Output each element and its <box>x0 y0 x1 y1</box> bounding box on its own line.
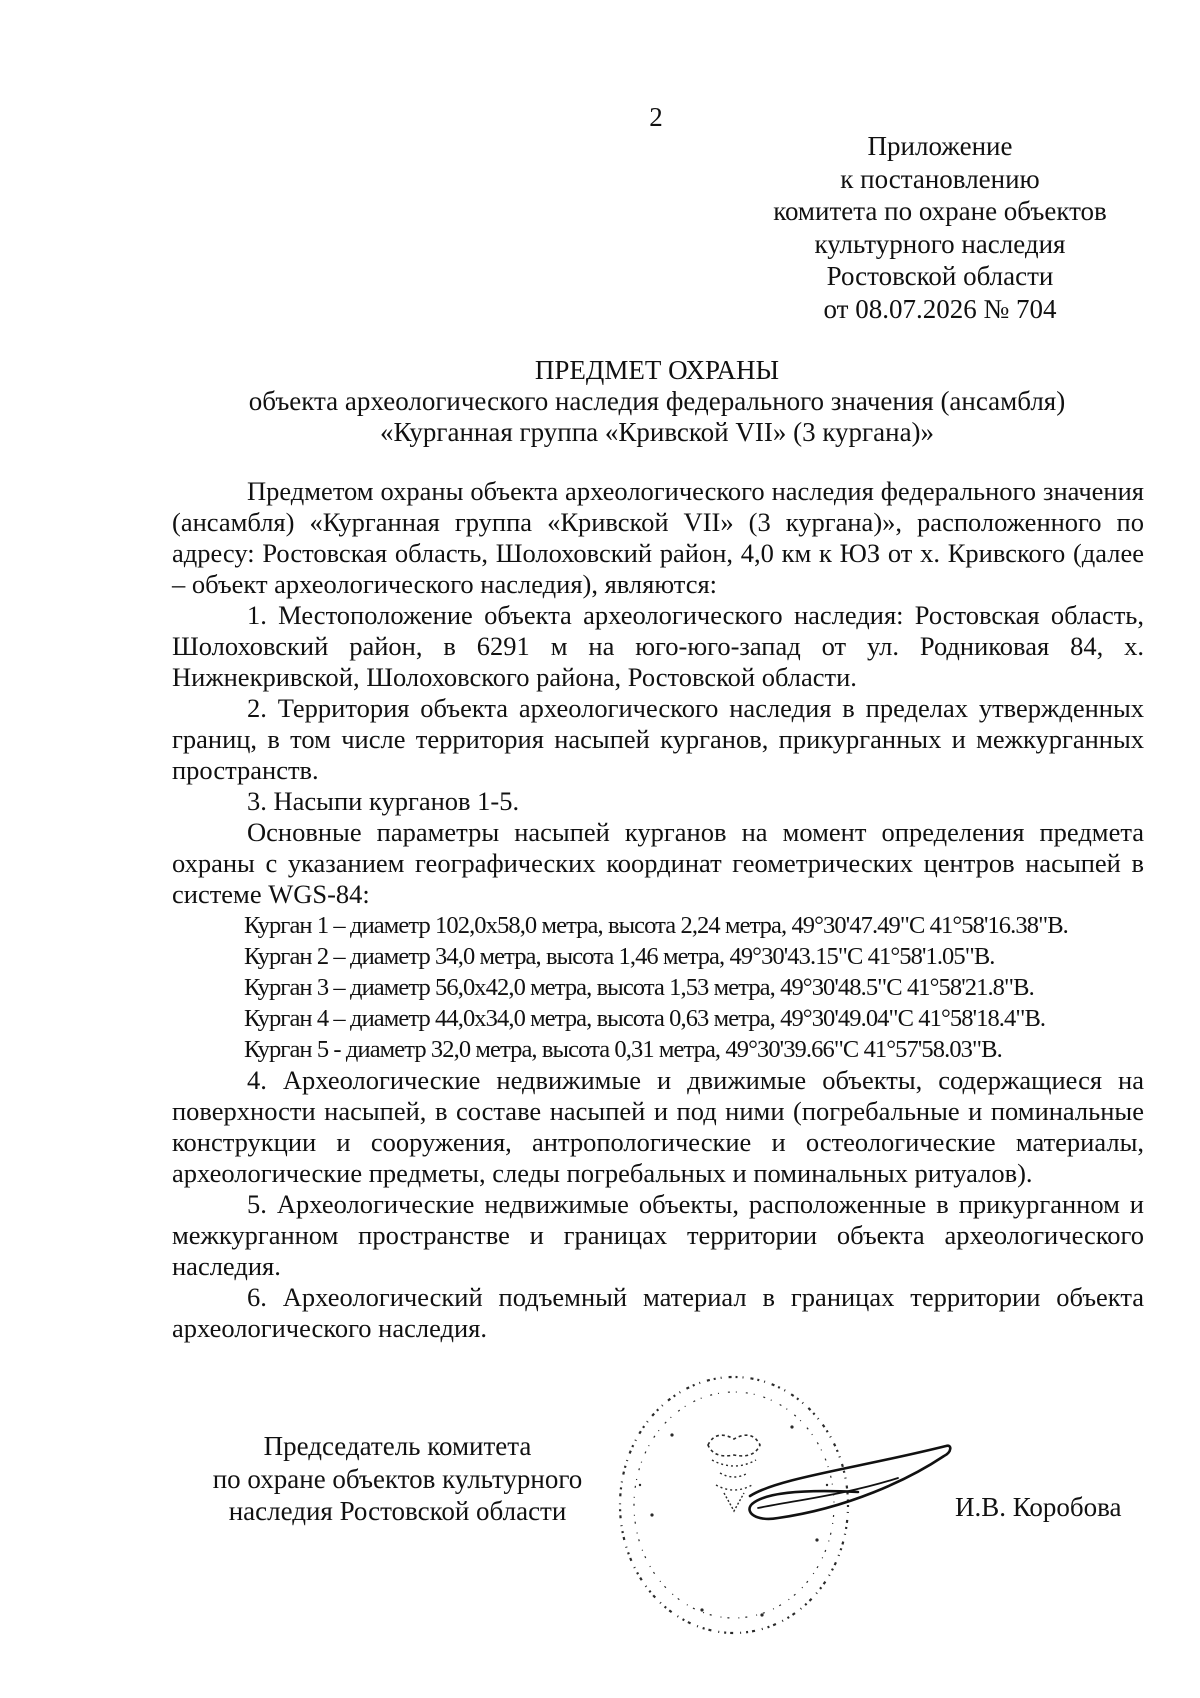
appendix-line: культурного наследия <box>814 228 1066 259</box>
signatory-position-line: Председатель комитета <box>263 1431 532 1461</box>
appendix-header <box>700 130 1180 325</box>
kurgan-item: Курган 5 - диаметр 32,0 метра, высота 0,31 метра, 49°30'39.66"С 41°57'58.03"В. <box>244 1036 1002 1063</box>
kurgan-item: Курган 1 – диаметр 102,0х58,0 метра, высота 2,24 метра, 49°30'47.49"С 41°58'16.38"В. <box>244 912 1068 939</box>
kurgan-item: Курган 2 – диаметр 34,0 метра, высота 1,46 метра, 49°30'43.15"С 41°58'1.05"В. <box>244 943 995 970</box>
appendix-line: комитета по охране объектов <box>773 196 1107 226</box>
intro-paragraph: Предметом охраны объекта археологического наследия федерального значения (ансамбля) «Курганная группа «Кривской VII» (3 кургана)», расположенного по адресу: Ростовская область, Шолоховский район, 4,0 км к ЮЗ от х. Кривского (далее – объект археологического наследия), являются: <box>172 476 1144 599</box>
item-3-paragraph: 3. Насыпи курганов 1-5. <box>247 786 520 816</box>
item-2-paragraph: 2. Территория объекта археологического наследия в пределах утвержденных границ, в том числе территория насыпей курганов, прикурганных и межкурганных пространств. <box>172 693 1144 785</box>
signatory-position <box>190 1430 605 1528</box>
params-intro-paragraph: Основные параметры насыпей курганов на момент определения предмета охраны с указанием географических координат геометрических центров насыпей в системе WGS-84: <box>172 817 1144 909</box>
signer-name: И.В. Коробова <box>955 1492 1122 1522</box>
document-title <box>172 355 1142 448</box>
document-body <box>172 476 1144 1344</box>
appendix-line: Ростовской области <box>826 261 1054 291</box>
item-4-paragraph: 4. Археологические недвижимые и движимые объекты, содержащиеся на поверхности насыпей, в составе насыпей и под ними (погребальные и поминальные конструкции и сооружения, антропологические и остеологические материалы, археологические предметы, следы погребальных и поминальных ритуалов). <box>172 1065 1144 1188</box>
kurgan-item: Курган 4 – диаметр 44,0х34,0 метра, высота 0,63 метра, 49°30'49.04"С 41°58'18.4"В. <box>244 1005 1046 1032</box>
item-6-paragraph: 6. Археологический подъемный материал в границах территории объекта археологического наследия. <box>172 1282 1144 1343</box>
title-object-name: «Курганная группа «Кривской VII» (3 кургана)» <box>379 417 935 447</box>
kurgan-list <box>172 910 1144 1065</box>
kurgan-item: Курган 3 – диаметр 56,0х42,0 метра, высота 1,53 метра, 49°30'48.5"С 41°58'21.8"В. <box>244 974 1034 1001</box>
signatory-position-line: наследия Ростовской области <box>228 1496 567 1526</box>
signatory-position-line: по охране объектов культурного <box>212 1463 583 1494</box>
title-main: ПРЕДМЕТ ОХРАНЫ <box>534 355 780 385</box>
appendix-date-number: от 08.07.2026 № 704 <box>823 293 1057 324</box>
item-1-paragraph: 1. Местоположение объекта археологического наследия: Ростовская область, Шолоховский район, в 6291 м на юго-юго-запад от ул. Родниковая 84, х. Нижнекривской, Шолоховского района, Ростовской области. <box>172 600 1144 692</box>
appendix-line: к постановлению <box>840 163 1040 194</box>
appendix-line: Приложение <box>867 131 1013 161</box>
page-number: 2 <box>649 102 663 132</box>
handwritten-signature <box>738 1438 953 1528</box>
title-subtitle: объекта археологического наследия федерального значения (ансамбля) <box>248 386 1066 416</box>
item-5-paragraph: 5. Археологические недвижимые объекты, расположенные в прикурганном и межкурганном пространстве и границах территории объекта археологического наследия. <box>172 1189 1144 1281</box>
